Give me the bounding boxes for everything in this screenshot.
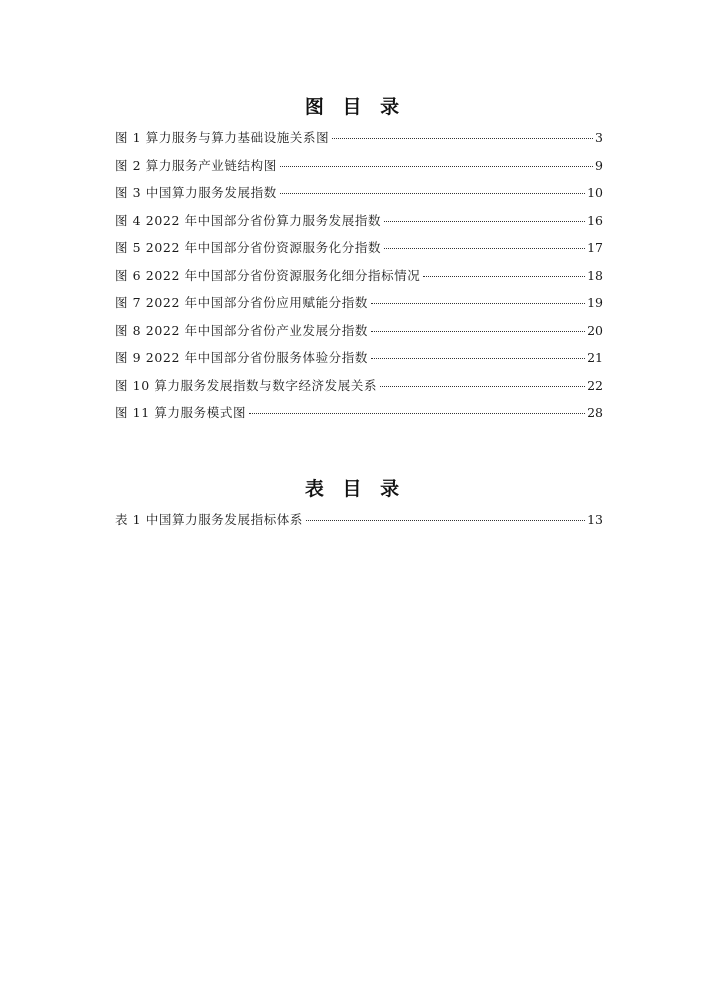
toc-entry-label: 图 8 2022 年中国部分省份产业发展分指数 — [115, 322, 368, 338]
toc-entry-label: 图 6 2022 年中国部分省份资源服务化细分指标情况 — [115, 267, 421, 283]
toc-entry-label: 图 3 中国算力服务发展指数 — [115, 185, 277, 200]
toc-entry-page: 21 — [587, 350, 603, 365]
toc-leader-dots — [423, 275, 585, 277]
toc-entry-page: 9 — [595, 157, 603, 173]
toc-entry-label: 图 7 2022 年中国部分省份应用赋能分指数 — [115, 295, 368, 310]
toc-leader-dots — [280, 192, 585, 194]
toc-entry-page: 10 — [587, 185, 603, 200]
toc-entry[interactable] — [115, 156, 603, 184]
toc-leader-dots — [380, 385, 585, 387]
toc-entry-page: 18 — [587, 267, 603, 283]
toc-entry-label: 表 1 中国算力服务发展指标体系 — [115, 512, 304, 527]
toc-entry-page: 13 — [587, 512, 603, 527]
toc-entry-label: 图 1 算力服务与算力基础设施关系图 — [115, 130, 330, 145]
toc-leader-dots — [384, 220, 585, 222]
figure-list — [115, 128, 603, 431]
toc-leader-dots — [306, 519, 585, 521]
toc-leader-dots — [384, 247, 585, 249]
toc-entry-label: 图 11 算力服务模式图 — [115, 405, 247, 420]
toc-leader-dots — [332, 137, 593, 139]
table-list — [115, 510, 603, 538]
figure-list-title: 图 目 录 — [304, 96, 406, 118]
toc-entry[interactable] — [115, 211, 603, 239]
toc-entry-label: 图 10 算力服务发展指数与数字经济发展关系 — [115, 377, 378, 393]
toc-entry-label: 图 2 算力服务产业链结构图 — [115, 157, 277, 173]
toc-entry-label: 图 4 2022 年中国部分省份算力服务发展指数 — [115, 212, 382, 228]
toc-entry-label: 图 5 2022 年中国部分省份资源服务化分指数 — [115, 240, 382, 255]
table-list-title: 表 目 录 — [304, 478, 406, 500]
toc-entry[interactable] — [115, 403, 603, 431]
toc-entry-page: 17 — [587, 240, 603, 255]
toc-entry-page: 16 — [587, 212, 603, 228]
toc-entry-page: 19 — [587, 295, 603, 310]
toc-entry[interactable] — [115, 376, 603, 404]
toc-entry[interactable] — [115, 293, 603, 321]
toc-entry-label: 图 9 2022 年中国部分省份服务体验分指数 — [115, 350, 368, 365]
toc-entry-page: 3 — [595, 130, 603, 145]
toc-entry[interactable] — [115, 238, 603, 266]
toc-entry-page: 22 — [587, 377, 603, 393]
toc-leader-dots — [371, 357, 585, 359]
toc-entry[interactable] — [115, 266, 603, 294]
toc-leader-dots — [280, 165, 593, 167]
toc-entry[interactable] — [115, 183, 603, 211]
toc-entry[interactable] — [115, 321, 603, 349]
toc-entry-page: 20 — [587, 322, 603, 338]
toc-entry-page: 28 — [587, 405, 603, 420]
toc-leader-dots — [371, 330, 585, 332]
toc-entry[interactable] — [115, 510, 603, 538]
toc-leader-dots — [249, 412, 585, 414]
toc-leader-dots — [371, 302, 585, 304]
toc-entry[interactable] — [115, 348, 603, 376]
toc-entry[interactable] — [115, 128, 603, 156]
